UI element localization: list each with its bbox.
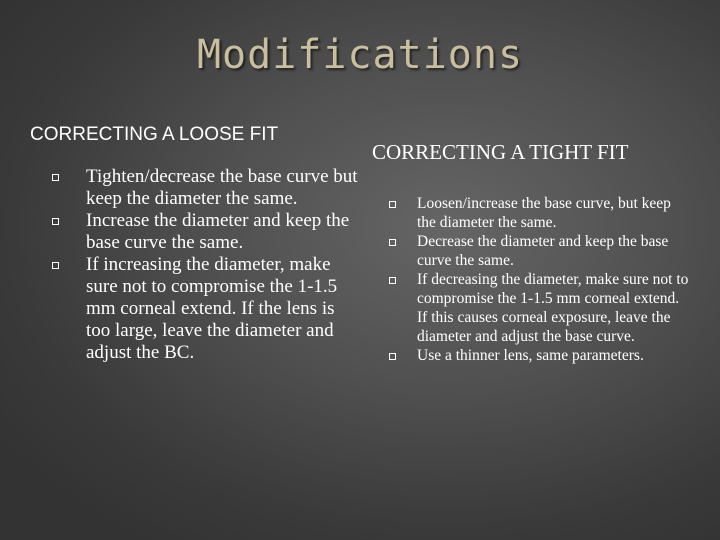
loose-fit-heading: CORRECTING A LOOSE FIT — [30, 124, 279, 145]
square-bullet-icon — [52, 262, 59, 269]
list-item — [372, 270, 692, 346]
left-column — [30, 124, 360, 364]
list-item — [30, 210, 360, 254]
list-item-text: Tighten/decrease the base curve but keep the diameter the same. — [86, 166, 358, 209]
right-column — [372, 140, 692, 365]
list-item-text: Use a thinner lens, same parameters. — [417, 347, 644, 364]
list-item-text: If decreasing the diameter, make sure not to compromise the 1-1.5 mm corneal extend. If this causes corneal exposure, leave the diameter and adjust the base curve. — [417, 271, 689, 345]
square-bullet-icon — [52, 218, 59, 225]
slide-title: Modifications — [196, 32, 524, 78]
square-bullet-icon — [389, 277, 396, 284]
list-item — [372, 346, 692, 365]
list-item-text: If increasing the diameter, make sure not to compromise the 1-1.5 mm corneal extend. If the lens is too large, leave the diameter and adjust the BC. — [86, 254, 338, 363]
square-bullet-icon — [389, 239, 396, 246]
list-item — [372, 194, 692, 232]
list-item — [30, 254, 360, 364]
list-item — [372, 232, 692, 270]
tight-fit-heading: CORRECTING A TIGHT FIT — [372, 140, 629, 164]
list-item — [30, 166, 360, 210]
square-bullet-icon — [389, 353, 396, 360]
square-bullet-icon — [389, 201, 396, 208]
loose-fit-list — [30, 166, 360, 364]
list-item-text: Decrease the diameter and keep the base curve the same. — [417, 233, 669, 269]
list-item-text: Increase the diameter and keep the base curve the same. — [86, 210, 350, 253]
list-item-text: Loosen/increase the base curve, but keep the diameter the same. — [417, 195, 671, 231]
square-bullet-icon — [52, 174, 59, 181]
tight-fit-list — [372, 194, 692, 365]
